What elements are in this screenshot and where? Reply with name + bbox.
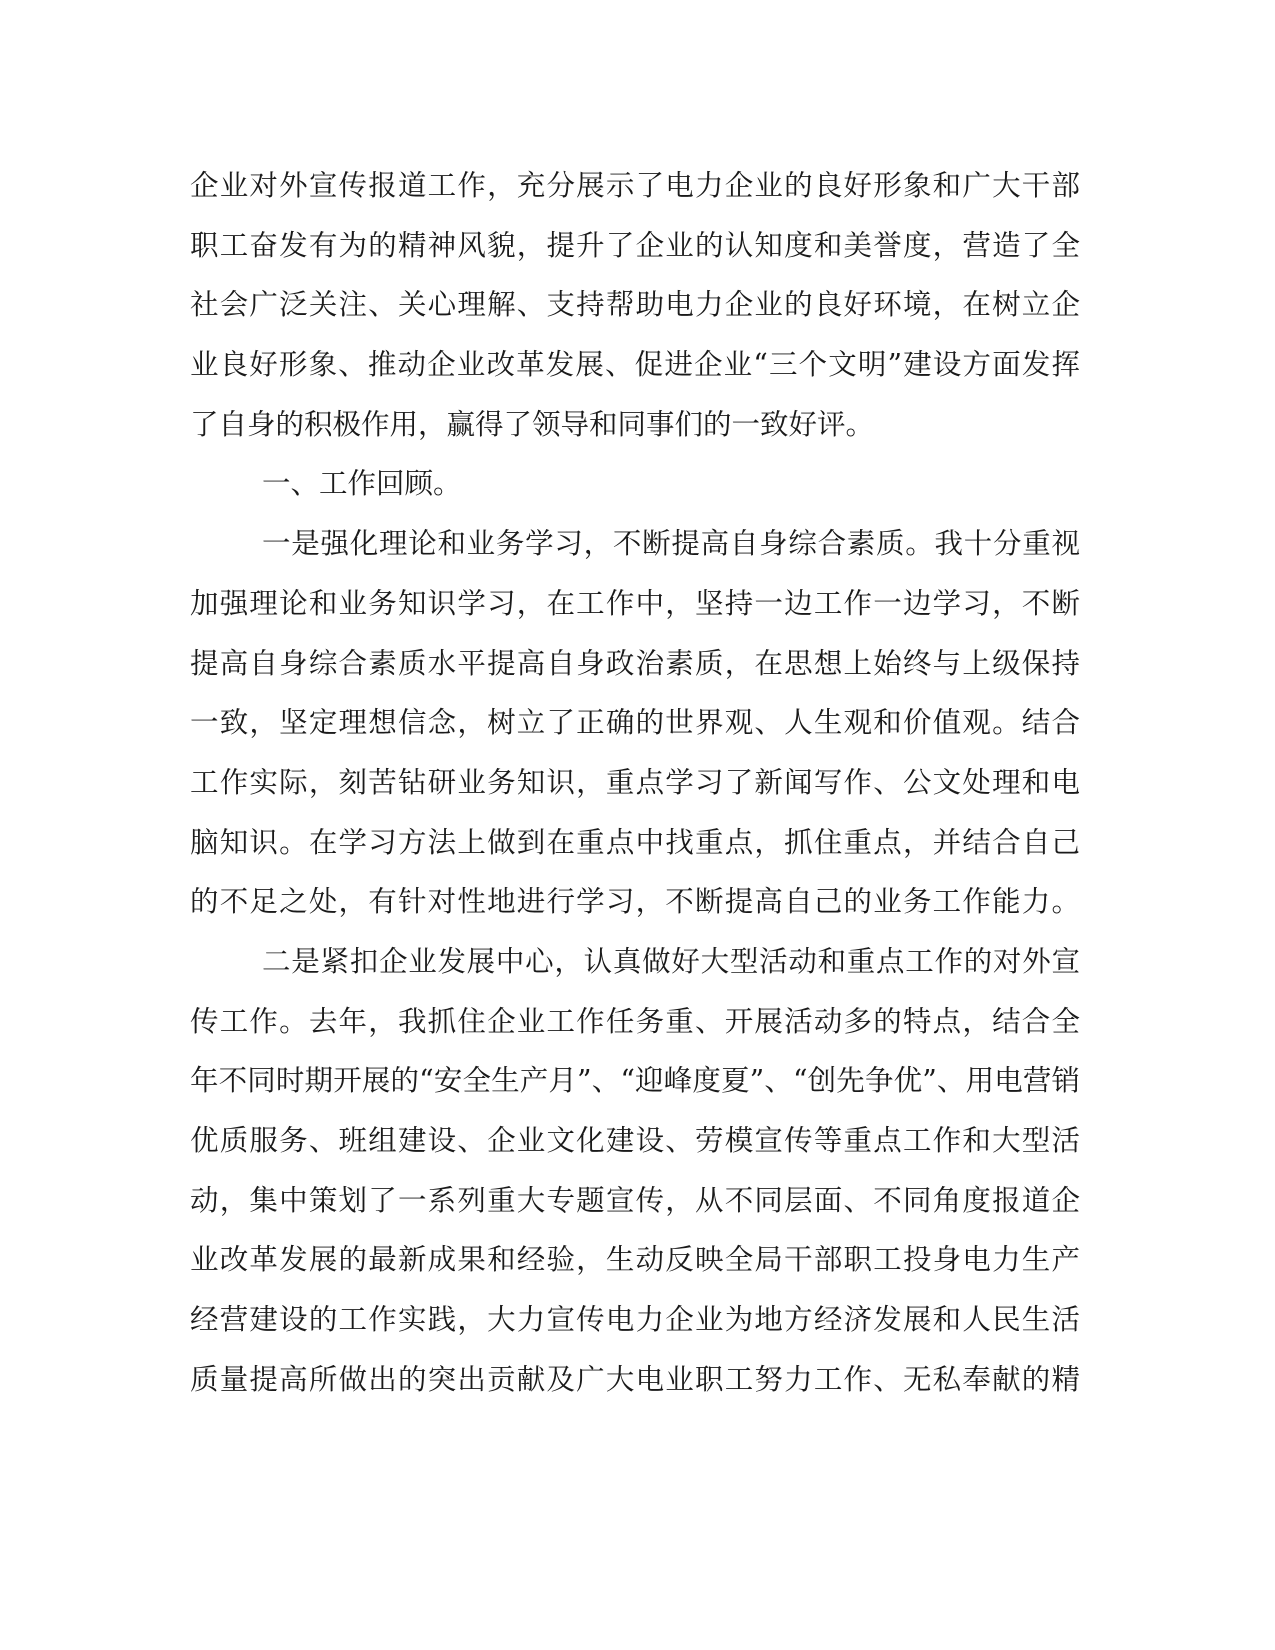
paragraph-2-line-3: 提高自身综合素质水平提高自身政治素质，在思想上始终与上级保持: [190, 646, 1080, 680]
paragraph-1-line-2: 职工奋发有为的精神风貌，提升了企业的认知度和美誉度，营造了全: [190, 228, 1080, 262]
paragraph-3-line-7: 经营建设的工作实践，大力宣传电力企业为地方经济发展和人民生活: [190, 1303, 1080, 1337]
document-body: [190, 156, 1080, 1409]
paragraph-3-line-6: 业改革发展的最新成果和经验，生动反映全局干部职工投身电力生产: [190, 1243, 1080, 1277]
paragraph-3-line-4: 优质服务、班组建设、企业文化建设、劳模宣传等重点工作和大型活: [190, 1124, 1080, 1157]
paragraph-3-line-3: 年不同时期开展的“安全生产月”、“迎峰度夏”、“创先争优”、用电营销: [190, 1064, 1080, 1098]
paragraph-3-line-2: 传工作。去年，我抓住企业工作任务重、开展活动多的特点，结合全: [190, 1004, 1080, 1038]
paragraph-1-line-3: 社会广泛关注、关心理解、支持帮助电力企业的良好环境，在树立企: [190, 288, 1080, 322]
paragraph-1-line-1: 企业对外宣传报道工作，充分展示了电力企业的良好形象和广大干部: [190, 169, 1080, 202]
paragraph-2-line-7: 的不足之处，有针对性地进行学习，不断提高自己的业务工作能力。: [190, 885, 1080, 919]
paragraph-3-line-1: 二是紧扣企业发展中心，认真做好大型活动和重点工作的对外宣: [262, 944, 1080, 978]
section-heading: 一、工作回顾。: [262, 467, 462, 501]
paragraph-1-line-4: 业良好形象、推动企业改革发展、促进企业“三个文明”建设方面发挥: [190, 348, 1080, 382]
paragraph-3-line-8: 质量提高所做出的突出贡献及广大电业职工努力工作、无私奉献的精: [190, 1362, 1080, 1396]
paragraph-3-line-5: 动，集中策划了一系列重大专题宣传，从不同层面、不同角度报道企: [190, 1183, 1080, 1217]
paragraph-2-line-2: 加强理论和业务知识学习，在工作中，坚持一边工作一边学习，不断: [190, 586, 1080, 620]
paragraph-2-line-6: 脑知识。在学习方法上做到在重点中找重点，抓住重点，并结合自己: [190, 825, 1080, 859]
paragraph-2-line-4: 一致，坚定理想信念，树立了正确的世界观、人生观和价值观。结合: [190, 706, 1080, 740]
paragraph-2-line-5: 工作实际，刻苦钻研业务知识，重点学习了新闻写作、公文处理和电: [190, 765, 1080, 799]
paragraph-1-line-5: 了自身的积极作用，赢得了领导和同事们的一致好评。: [190, 407, 875, 441]
paragraph-2-line-1: 一是强化理论和业务学习，不断提高自身综合素质。我十分重视: [262, 527, 1080, 561]
